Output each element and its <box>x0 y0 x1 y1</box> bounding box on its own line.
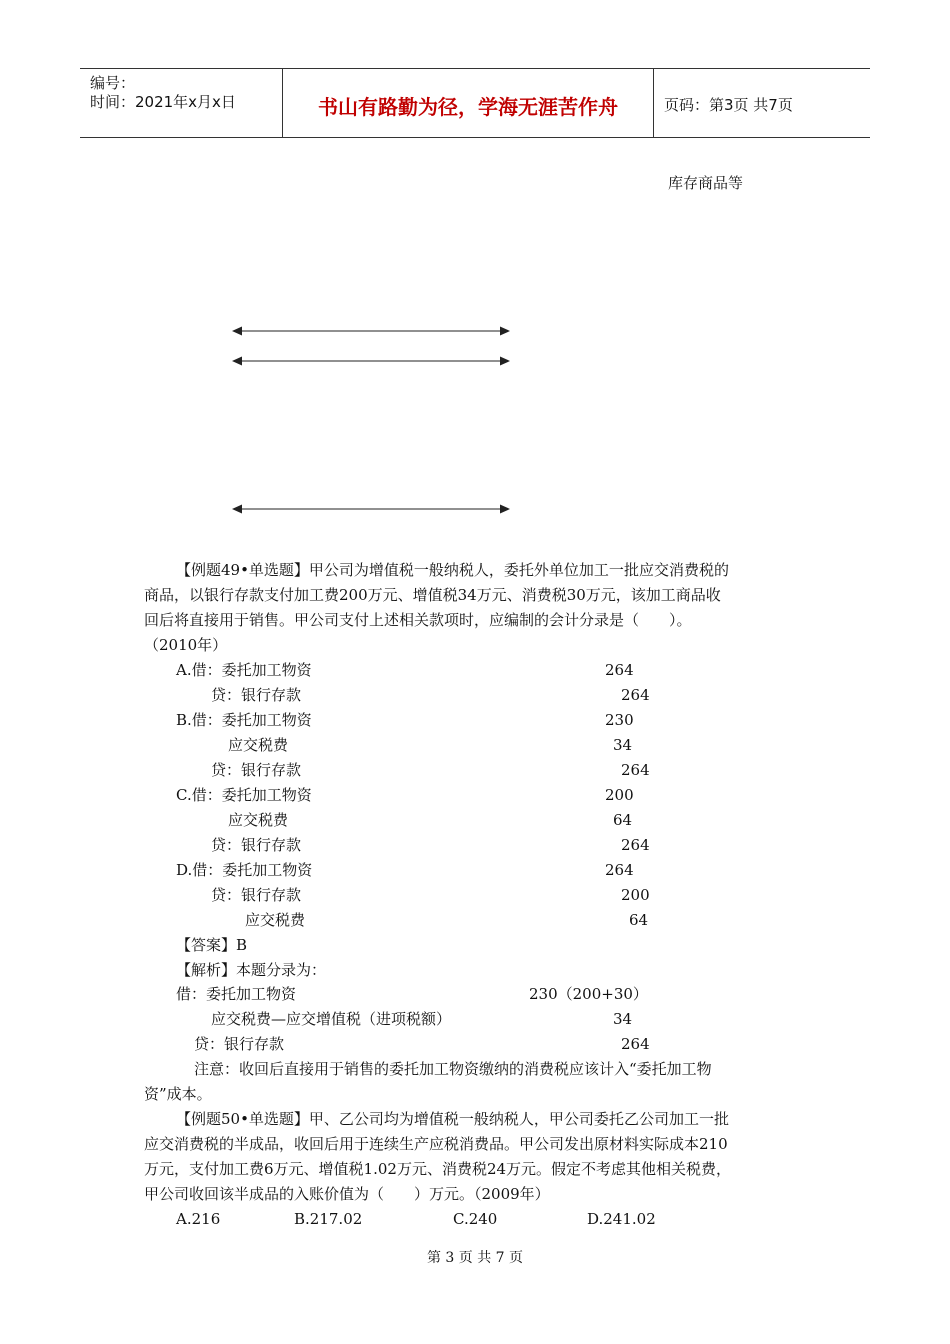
page-footer: 第 3 页 共 7 页 <box>426 1250 524 1266</box>
q50-stem-line: 【例题50•单选题】甲、乙公司均为增值税一般纳税人，甲公司委托乙公司加工一批 <box>176 1110 729 1128</box>
option-b-credit: 贷：银行存款 <box>211 761 302 779</box>
option-b-debit-amount: 230 <box>605 711 634 729</box>
option-b-credit-amount: 264 <box>621 761 650 779</box>
q49-stem-line: 回后将直接用于销售。甲公司支付上述相关款项时，应编制的会计分录是（ ）。 <box>144 611 692 629</box>
q50-stem-line: 甲公司收回该半成品的入账价值为（ ）万元。（2009年） <box>144 1185 550 1203</box>
q50-stem-line: 万元，支付加工费6万元、增值税1.02万元、消费税24万元。假定不考虑其他相关税费， <box>144 1160 732 1178</box>
answer: 【答案】B <box>176 936 248 954</box>
note-line: 注意：收回后直接用于销售的委托加工物资缴纳的消费税应该计入“委托加工物 <box>194 1060 712 1078</box>
option-a-debit-amount: 264 <box>605 661 634 679</box>
option-c-debit: C.借：委托加工物资 <box>176 786 312 804</box>
header-motto-cell <box>283 69 654 137</box>
option-b-debit2-amount: 34 <box>613 736 633 754</box>
analysis-entry-debit2-amount: 34 <box>613 1010 633 1028</box>
page-header <box>80 68 870 138</box>
option-c-credit-amount: 264 <box>621 836 650 854</box>
analysis-title: 【解析】本题分录为： <box>176 961 327 979</box>
q49-stem-line: 商品，以银行存款支付加工费200万元、增值税34万元、消费税30万元，该加工商品收 <box>144 586 721 604</box>
header-page-cell <box>654 69 870 137</box>
analysis-entry-debit2: 应交税费—应交增值税（进项税额） <box>211 1010 452 1028</box>
diagram-label: 库存商品等 <box>668 174 744 192</box>
double-arrow <box>232 503 510 515</box>
option-d-credit2: 应交税费 <box>245 911 306 929</box>
q50-option-d: D.241.02 <box>587 1210 656 1228</box>
double-arrow <box>232 355 510 367</box>
number-label: 编号： <box>90 74 136 92</box>
q50-option-b: B.217.02 <box>294 1210 363 1228</box>
analysis-entry-credit: 贷：银行存款 <box>194 1035 285 1053</box>
option-c-debit2-amount: 64 <box>613 811 633 829</box>
option-b-debit2: 应交税费 <box>228 736 289 754</box>
analysis-entry-credit-amount: 264 <box>621 1035 650 1053</box>
option-a-credit-amount: 264 <box>621 686 650 704</box>
option-d-credit-amount: 200 <box>621 886 650 904</box>
header-info-cell <box>80 69 283 137</box>
option-c-debit2: 应交税费 <box>228 811 289 829</box>
q50-stem-line: 应交消费税的半成品，收回后用于连续生产应税消费品。甲公司发出原材料实际成本210 <box>144 1135 728 1153</box>
option-b-debit: B.借：委托加工物资 <box>176 711 312 729</box>
option-d-debit-amount: 264 <box>605 861 634 879</box>
analysis-entry-debit-amount: 230（200+30） <box>529 985 648 1003</box>
note-line: 资”成本。 <box>144 1085 212 1103</box>
motto: 书山有路勤为径，学海无涯苦作舟 <box>318 95 618 119</box>
option-c-debit-amount: 200 <box>605 786 634 804</box>
q50-option-a: A.216 <box>176 1210 221 1228</box>
analysis-entry-debit: 借：委托加工物资 <box>176 985 297 1003</box>
option-d-debit: D.借：委托加工物资 <box>176 861 313 879</box>
q50-option-c: C.240 <box>453 1210 498 1228</box>
option-a-credit: 贷：银行存款 <box>211 686 302 704</box>
double-arrow <box>232 325 510 337</box>
option-c-credit: 贷：银行存款 <box>211 836 302 854</box>
time-label: 时间：2021年x月x日 <box>90 93 236 111</box>
page-label: 页码：第3页 共7页 <box>664 96 793 114</box>
q49-stem-line: 【例题49•单选题】甲公司为增值税一般纳税人，委托外单位加工一批应交消费税的 <box>176 561 729 579</box>
q49-stem-line: （2010年） <box>144 636 228 654</box>
option-d-credit2-amount: 64 <box>629 911 649 929</box>
option-d-credit: 贷：银行存款 <box>211 886 302 904</box>
option-a-debit: A.借：委托加工物资 <box>176 661 312 679</box>
